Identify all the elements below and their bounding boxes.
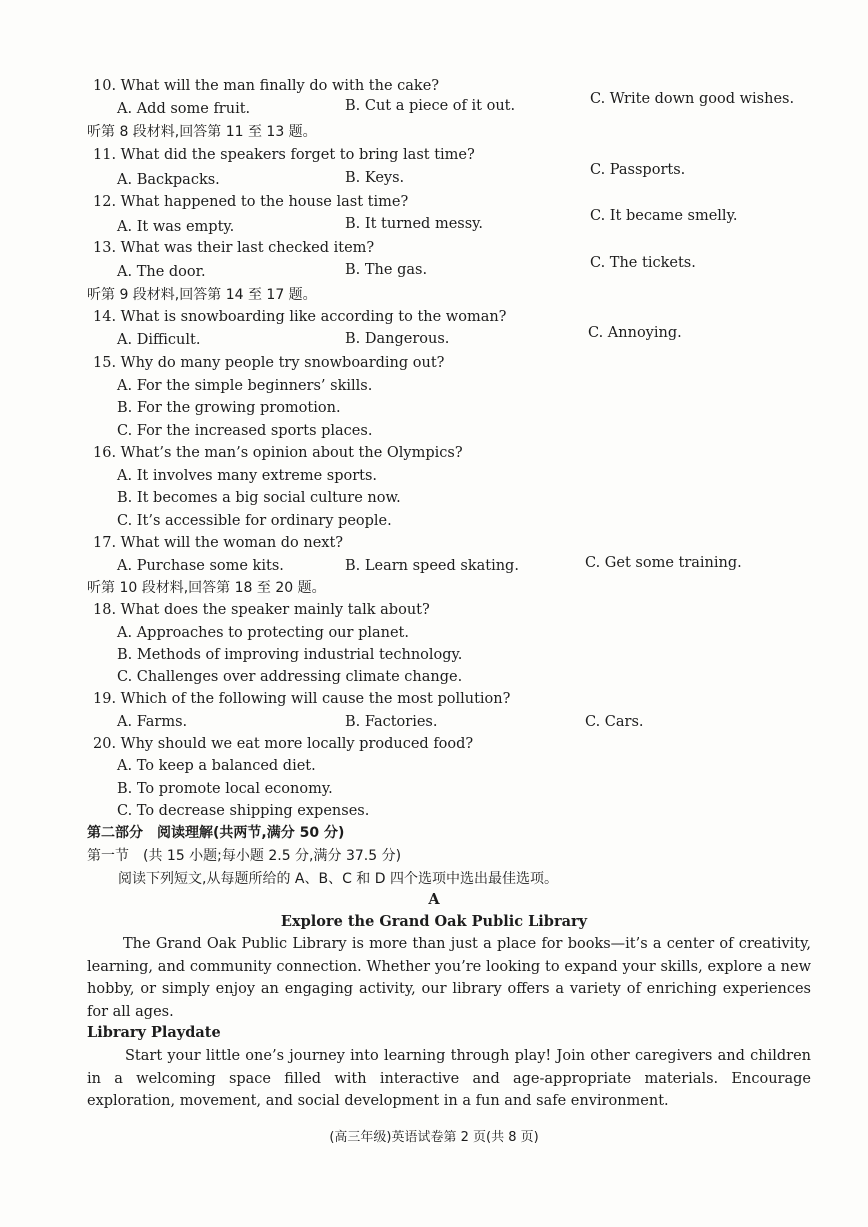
q17-option-c: C. Get some training. (585, 555, 742, 571)
part2-section1-heading: 第一节 (共 15 小题;每小题 2.5 分,满分 37.5 分) (87, 848, 402, 864)
library-playdate-paragraph: Start your little one’s journey into learning through play! Join other caregivers and children in a welcoming space filled with interactive and age-appropriate materials. Encourage exploration, movement, and social development in a fun and safe environment. (87, 1048, 811, 1109)
q13-option-b: B. The gas. (345, 262, 428, 278)
q14-option-c: C. Annoying. (588, 325, 682, 341)
section-8-instruction: 听第 8 段材料,回答第 11 至 13 题。 (87, 124, 317, 140)
q19-option-b: B. Factories. (345, 714, 438, 730)
q15-option-b: B. For the growing promotion. (117, 400, 341, 416)
q12-option-b: B. It turned messy. (345, 216, 484, 232)
q19-option-a: A. Farms. (117, 714, 188, 730)
q13-stem: 13. What was their last checked item? (93, 240, 375, 256)
q14-stem: 14. What is snowboarding like according to the woman? (93, 309, 507, 325)
passage-intro-paragraph: The Grand Oak Public Library is more than just a place for books—it’s a center of creativity, learning, and community connection. Whether you’re looking to expand your skills, explore a new hobby, or simply enjoy an engaging activity, our library offers a variety of enriching experiences for all ages. (87, 936, 811, 1020)
q12-option-c: C. It became smelly. (590, 208, 738, 224)
q20-option-b: B. To promote local economy. (117, 781, 333, 797)
q19-stem: 19. Which of the following will cause the most pollution? (93, 691, 511, 707)
q11-option-a: A. Backpacks. (117, 172, 220, 188)
q20-stem: 20. Why should we eat more locally produced food? (93, 736, 474, 752)
q11-option-b: B. Keys. (345, 170, 405, 186)
q18-option-a: A. Approaches to protecting our planet. (117, 625, 409, 641)
q16-option-b: B. It becomes a big social culture now. (117, 490, 401, 506)
q15-option-a: A. For the simple beginners’ skills. (117, 378, 373, 394)
q17-option-a: A. Purchase some kits. (117, 558, 284, 574)
q20-option-c: C. To decrease shipping expenses. (117, 803, 370, 819)
q10-option-b: B. Cut a piece of it out. (345, 98, 516, 114)
section-10-instruction: 听第 10 段材料,回答第 18 至 20 题。 (87, 580, 326, 596)
q10-option-c: C. Write down good wishes. (590, 91, 795, 107)
q18-option-c: C. Challenges over addressing climate change. (117, 669, 463, 685)
q20-option-a: A. To keep a balanced diet. (117, 758, 316, 774)
q19-option-c: C. Cars. (585, 714, 644, 730)
q18-option-b: B. Methods of improving industrial technology. (117, 647, 463, 663)
q16-option-a: A. It involves many extreme sports. (117, 468, 378, 484)
page-footer: (高三年级)英语试卷第 2 页(共 8 页) (329, 1130, 539, 1145)
q18-stem: 18. What does the speaker mainly talk about? (93, 602, 430, 618)
passage-title: Explore the Grand Oak Public Library (280, 913, 588, 930)
q15-stem: 15. Why do many people try snowboarding out? (93, 355, 445, 371)
section-9-instruction: 听第 9 段材料,回答第 14 至 17 题。 (87, 287, 317, 303)
passage-letter: A (428, 891, 440, 908)
q16-stem: 16. What’s the man’s opinion about the Olympics? (93, 445, 463, 461)
q11-stem: 11. What did the speakers forget to bring last time? (93, 147, 475, 163)
q13-option-a: A. The door. (117, 264, 206, 280)
q10-stem: 10. What will the man finally do with the cake? (93, 78, 440, 94)
part2-instruction: 阅读下列短文,从每题所给的 A、B、C 和 D 四个选项中选出最佳选项。 (118, 871, 558, 887)
part2-heading: 第二部分 阅读理解(共两节,满分 50 分) (87, 825, 345, 841)
q15-option-c: C. For the increased sports places. (117, 423, 373, 439)
q11-option-c: C. Passports. (590, 162, 686, 178)
q14-option-b: B. Dangerous. (345, 331, 450, 347)
q16-option-c: C. It’s accessible for ordinary people. (117, 513, 392, 529)
q13-option-c: C. The tickets. (590, 255, 696, 271)
q17-option-b: B. Learn speed skating. (345, 558, 519, 574)
library-playdate-heading: Library Playdate (87, 1024, 221, 1041)
q12-option-a: A. It was empty. (117, 219, 235, 235)
q17-stem: 17. What will the woman do next? (93, 535, 344, 551)
q10-option-a: A. Add some fruit. (117, 101, 251, 117)
q14-option-a: A. Difficult. (117, 332, 201, 348)
q12-stem: 12. What happened to the house last time? (93, 194, 409, 210)
